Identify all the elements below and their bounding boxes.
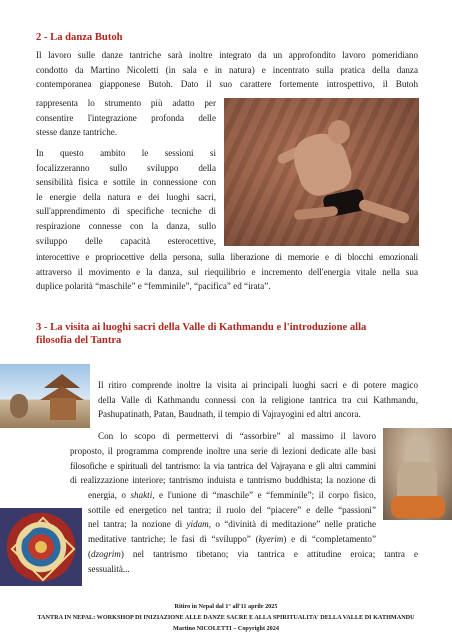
text-line: di realizzazione interiore; tantrismo induista e tantrismo buddhista; la nozione di — [70, 475, 376, 486]
footer-title: TANTRA IN NEPAL: WORKSHOP DI INIZIAZIONE ALLE DANZE SACRE E ALLA SPIRITUALITA' DELLA VALLE DI KATHMANDU — [37, 614, 415, 621]
section-heading-butoh: 2 - La danza Butoh — [36, 32, 123, 43]
kathmandu-temple-photo — [0, 364, 90, 428]
text-line: Con lo scopo di permettervi di “assorbire” al massimo il lavoro — [98, 431, 376, 441]
text-line: sessualità... — [88, 563, 130, 574]
butoh-dancer-photo — [224, 98, 419, 246]
footer — [0, 601, 452, 634]
mandala-painting — [0, 508, 82, 586]
text-line: rappresenta lo strumento più adatto per — [36, 98, 216, 108]
text-line: Il ritiro comprende inoltre la visita ai principali luoghi sacri e di potere magico — [98, 380, 418, 390]
section2-paragraph1 — [98, 378, 418, 422]
section1-paragraph1 — [36, 48, 418, 92]
sadhu-photo — [383, 428, 452, 520]
text-line: sull'apprendimento di specifiche tecniche di — [36, 206, 216, 217]
text-line: focalizzeranno sullo sviluppo della — [36, 162, 216, 173]
text-line: della Valle di Kathmandu connessi con la religione tantrica tra cui Kathmandu, — [98, 394, 418, 405]
text-line: le energie della natura e dei luoghi sacri, — [36, 191, 216, 202]
text-line: attraverso il movimento e la danza, sul riequilibrio e incremento dell'energia vitale nella sua — [36, 266, 418, 277]
text-line: interocettive e propriocettive della persona, sulla liberazione di memorie e di blocchi emozionali — [36, 252, 418, 262]
section2-paragraph2-indented — [88, 488, 376, 546]
text-line: consentire l'integrazione profonda delle — [36, 112, 216, 123]
text-line: (dzogrim) nel tantrismo tibetano; via tantrica e attitudine eroica; tantra e — [88, 549, 418, 559]
text-line: energia, o shakti, e l'unione di “maschile” e “femminile”; il corpo fisico, — [88, 490, 376, 500]
footer-dates: Ritiro in Nepal dal 1° all'11 aprile 2025 — [174, 603, 278, 610]
section2-paragraph2-end — [88, 547, 418, 576]
text-line: In questo ambito le sessioni si — [36, 148, 216, 158]
text-line: respirazione connesse con la danza, sullo — [36, 220, 216, 231]
text-line: duplice polarità “maschile” e “femminile”, “pacifica” ed “irata”. — [36, 281, 271, 292]
text-line: stesse danze tantriche. — [36, 127, 118, 138]
text-line: sottile ed energetico nel tantra; il ruolo del “piacere” e delle “passioni” — [88, 504, 376, 515]
text-line: Pashupatinath, Patan, Baudnath, il tempio di Vajrayogini ed altri ancora. — [98, 409, 361, 420]
text-line: Il lavoro sulle danze tantriche sarà inoltre integrato da un approfondito lavoro pomeridiano — [36, 50, 418, 60]
section1-paragraph1-wrap — [36, 96, 216, 140]
text-line: meditative tantriche; le fasi di “sviluppo” (kyerim) e di “completamento” — [88, 533, 376, 544]
heading-line: 3 - La visita ai luoghi sacri della Valle di Kathmandu e l'introduzione alla — [36, 322, 367, 333]
section-heading-kathmandu — [36, 321, 426, 347]
text-line: contemporanea giapponese Butoh. Dato il suo carattere fortemente introspettivo, il Butoh — [36, 79, 418, 90]
section1-paragraph2-wrap — [36, 146, 216, 248]
text-line: proposto, il programma comprende inoltre una serie di lezioni dedicate alle basi — [70, 446, 376, 456]
text-line: condotto da Martino Nicoletti (in sala e in natura) e incentrato sulla pratica della danza — [36, 64, 418, 75]
text-line: nel tantra; la nozione di yidam, o “divinità di meditazione” nelle pratiche — [88, 519, 376, 530]
heading-line: filosofia del Tantra — [36, 335, 122, 346]
section1-paragraph2-full — [36, 250, 418, 294]
footer-copyright: Martino NICOLETTI – Copyright 2024 — [173, 625, 279, 632]
section2-paragraph2-line1 — [98, 429, 376, 444]
text-line: sviluppo delle capacità esterocettive, — [36, 235, 216, 246]
text-line: sensibilità fisica e sottile in connessione con — [36, 177, 216, 188]
text-line: filosofiche e spirituali del tantrismo: la via tantrica del Vajrayana e gli altri cammini — [70, 460, 376, 471]
section2-paragraph2 — [70, 444, 376, 488]
